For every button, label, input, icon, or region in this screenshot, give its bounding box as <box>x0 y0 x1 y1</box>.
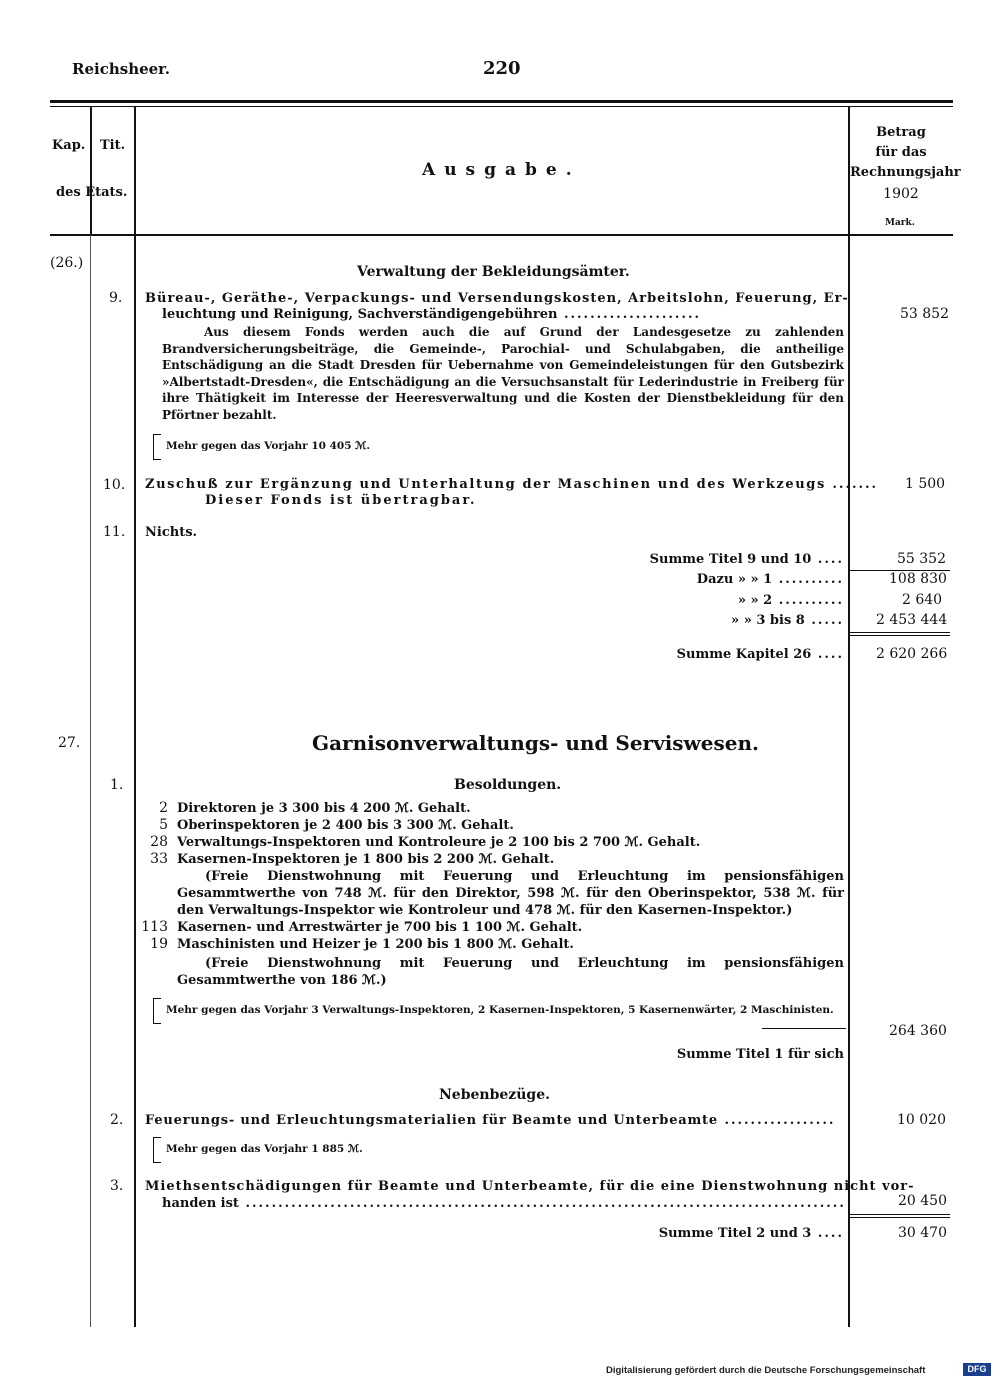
header-bottom-rule <box>50 234 953 236</box>
footer-text: Digitalisierung gefördert durch die Deutsche Forschungsgemeinschaft <box>606 1365 926 1376</box>
tit-1-number: 1. <box>110 777 124 793</box>
sum-rule-3 <box>850 635 950 636</box>
tit-9-line2-text: leuchtung und Reinigung, Sachverständigengebühren <box>162 307 558 322</box>
tit-11-text: Nichts. <box>145 525 198 540</box>
tit-1-amount: 264 360 <box>889 1023 947 1039</box>
sum-row-2-amount: 108 830 <box>889 571 947 587</box>
running-head: Reichsheer. <box>72 60 170 78</box>
besoldung-line-3: Verwaltungs-Inspektoren und Kontroleure je 2 100 bis 2 700 ℳ. Gehalt. <box>177 835 701 850</box>
dfg-logo: DFG <box>963 1363 991 1376</box>
chapter27-heading: Garnisonverwaltungs- und Serviswesen. <box>312 731 759 755</box>
besoldung-count-2: 5 <box>159 817 168 833</box>
tit-2-text: Feuerungs- und Erleuchtungsmaterialien für Beamte und Unterbeamte ................. <box>145 1113 836 1128</box>
tit-2-change: Mehr gegen das Vorjahr 1 885 ℳ. <box>166 1143 363 1155</box>
tit-1-sum-label: Summe Titel 1 für sich <box>676 1047 844 1062</box>
tit-9-note: Aus diesem Fonds werden auch die auf Grund der Landesgesetze zu zahlenden Brandversicherungsbeiträge, die Gemeinde-, Parochial- und Schulabgaben, die antheilige Entschädigung an die Stadt Dresden für Uebernahme von Gemeindeleistungen für den Gutsbezirk »Albertstadt-Dresden«, die Entschädigung an die Versuchsanstalt für Lederindustrie in Freiberg für ihre Thätigkeit im Interesse der Heeresverwaltung und die Kosten der Dienstbekleidung für den Pförtner bezahlt. <box>162 325 844 422</box>
sum-row-1-label: Summe Titel 9 und 10 <box>649 552 812 567</box>
chapter26-heading: Verwaltung der Bekleidungsämter. <box>357 264 630 280</box>
tit-3-line1: Miethsentschädigungen für Beamte und Unterbeamte, für die eine Dienstwohnung nicht vor- <box>145 1179 915 1194</box>
tit-1-change-bracket <box>153 998 161 1024</box>
besoldung-line-2: Oberinspektoren je 2 400 bis 3 300 ℳ. Gehalt. <box>177 818 514 833</box>
tit-9-change: Mehr gegen das Vorjahr 10 405 ℳ. <box>166 440 371 452</box>
besoldung-count-6: 19 <box>150 936 168 952</box>
tit-3-rule-1 <box>850 1214 950 1215</box>
amount-unit: Mark. <box>885 218 915 228</box>
tit-3-rule-2 <box>850 1217 950 1218</box>
tit-10-amount: 1 500 <box>905 476 946 492</box>
kap-27: 27. <box>58 735 81 751</box>
top-rule-thin <box>50 106 953 107</box>
besoldung-count-3: 28 <box>150 834 168 850</box>
chapter27-sum: Summe Titel 2 und 3 .... <box>658 1226 844 1241</box>
besoldung-count-4: 33 <box>150 851 168 867</box>
sum-rule-2 <box>850 632 950 633</box>
sum-row-3: » » 2 .......... <box>737 593 844 608</box>
besoldung-line-6: Maschinisten und Heizer je 1 200 bis 1 800 ℳ. Gehalt. <box>177 937 574 952</box>
kap-26: (26.) <box>50 255 84 271</box>
rule-kap-tit <box>90 107 92 235</box>
besoldung-line-4: Kasernen-Inspektoren je 1 800 bis 2 200 ℳ. Gehalt. <box>177 852 555 867</box>
rule-kap-tit-body <box>90 235 91 1327</box>
tit-10-number: 10. <box>103 477 126 493</box>
rule-tit-text <box>134 107 136 1327</box>
tit-2-amount: 10 020 <box>897 1112 946 1128</box>
sum-row-4: » » 3 bis 8 ..... <box>731 613 844 628</box>
sum-row-4-label: » » 3 bis 8 <box>731 613 805 628</box>
top-rule-thick <box>50 100 953 103</box>
sum-row-2-label: Dazu » » 1 <box>696 572 773 587</box>
tit-1-subheading: Besoldungen. <box>454 777 562 793</box>
besoldung-count-1: 2 <box>159 800 168 816</box>
amount-header-1: Betrag <box>876 125 926 140</box>
tit-2-text-label: Feuerungs- und Erleuchtungsmaterialien für Beamte und Unterbeamte <box>145 1113 718 1128</box>
besoldung-line-5: Kasernen- und Arrestwärter je 700 bis 1 100 ℳ. Gehalt. <box>177 920 583 935</box>
tit-10-line1-text: Zuschuß zur Ergänzung und Unterhaltung der Maschinen und des Werkzeugs <box>145 477 826 492</box>
header-title: Ausgabe. <box>422 160 581 180</box>
col-kap: Kap. <box>52 138 86 153</box>
tit-10-line1: Zuschuß zur Ergänzung und Unterhaltung der Maschinen und des Werkzeugs ....... <box>145 477 879 492</box>
amount-header-2: für das <box>875 145 927 160</box>
sum-row-4-amount: 2 453 444 <box>876 612 948 628</box>
chapter26-total: Summe Kapitel 26 .... <box>676 647 844 662</box>
tit-3-number: 3. <box>110 1178 124 1194</box>
tit-11-number: 11. <box>103 524 126 540</box>
besoldung-note-2: (Freie Dienstwohnung mit Feuerung und Erleuchtung im pensionsfähigen Gesammtwerthe von 186 ℳ.) <box>177 956 844 988</box>
tit-10-line2: Dieser Fonds ist übertragbar. <box>205 493 477 508</box>
amount-header-year: 1902 <box>883 186 919 202</box>
sum-row-1-amount: 55 352 <box>897 551 946 567</box>
tit-3-line2-text: handen ist <box>162 1196 239 1211</box>
tit-2-change-bracket <box>153 1137 161 1163</box>
tit-9-line2: leuchtung und Reinigung, Sachverständigengebühren ..................... <box>162 307 702 322</box>
sum-row-1: Summe Titel 9 und 10 .... <box>649 552 844 567</box>
tit-9-line1: Büreau-, Geräthe-, Verpackungs- und Versendungskosten, Arbeitslohn, Feuerung, Er- <box>145 291 849 306</box>
sum-row-2: Dazu » » 1 .......... <box>696 572 844 587</box>
besoldung-line-1: Direktoren je 3 300 bis 4 200 ℳ. Gehalt. <box>177 801 471 816</box>
sum-row-3-amount: 2 640 <box>902 592 943 608</box>
tit-1-change-rule <box>762 1028 846 1029</box>
tit-9-amount: 53 852 <box>900 306 949 322</box>
nebenbezuege-heading: Nebenbezüge. <box>439 1087 550 1103</box>
amount-header-3: Rechnungsjahr <box>850 165 961 180</box>
tit-1-change: Mehr gegen das Vorjahr 3 Verwaltungs-Inspektoren, 2 Kasernen-Inspektoren, 5 Kasernenwärter, 2 Maschinisten. <box>166 1004 834 1016</box>
tit-3-line2: handen ist ............................................................................................ <box>162 1196 846 1211</box>
col-tit: Tit. <box>100 138 126 153</box>
besoldung-count-5: 113 <box>141 919 168 935</box>
page-number: 220 <box>483 58 521 79</box>
col-des-etats: des Etats. <box>56 185 128 200</box>
chapter26-total-label: Summe Kapitel 26 <box>676 647 812 662</box>
tit-9-number: 9. <box>109 290 123 306</box>
rule-text-amount <box>848 107 850 1327</box>
chapter27-sum-amount: 30 470 <box>898 1225 947 1241</box>
chapter27-sum-label: Summe Titel 2 und 3 <box>658 1226 812 1241</box>
sum-row-3-label: » » 2 <box>737 593 773 608</box>
besoldung-note-1: (Freie Dienstwohnung mit Feuerung und Erleuchtung im pensionsfähigen Gesammtwerthe von 748 ℳ. für den Direktor, 598 ℳ. für den Oberinspektor, 538 ℳ. für den Verwaltungs-Inspektor wie Kontroleur und 478 ℳ. für den Kasernen-Inspektor.) <box>177 869 844 918</box>
tit-3-amount: 20 450 <box>898 1193 947 1209</box>
tit-9-change-bracket <box>153 434 161 460</box>
chapter26-total-amount: 2 620 266 <box>876 646 948 662</box>
tit-2-number: 2. <box>110 1112 124 1128</box>
